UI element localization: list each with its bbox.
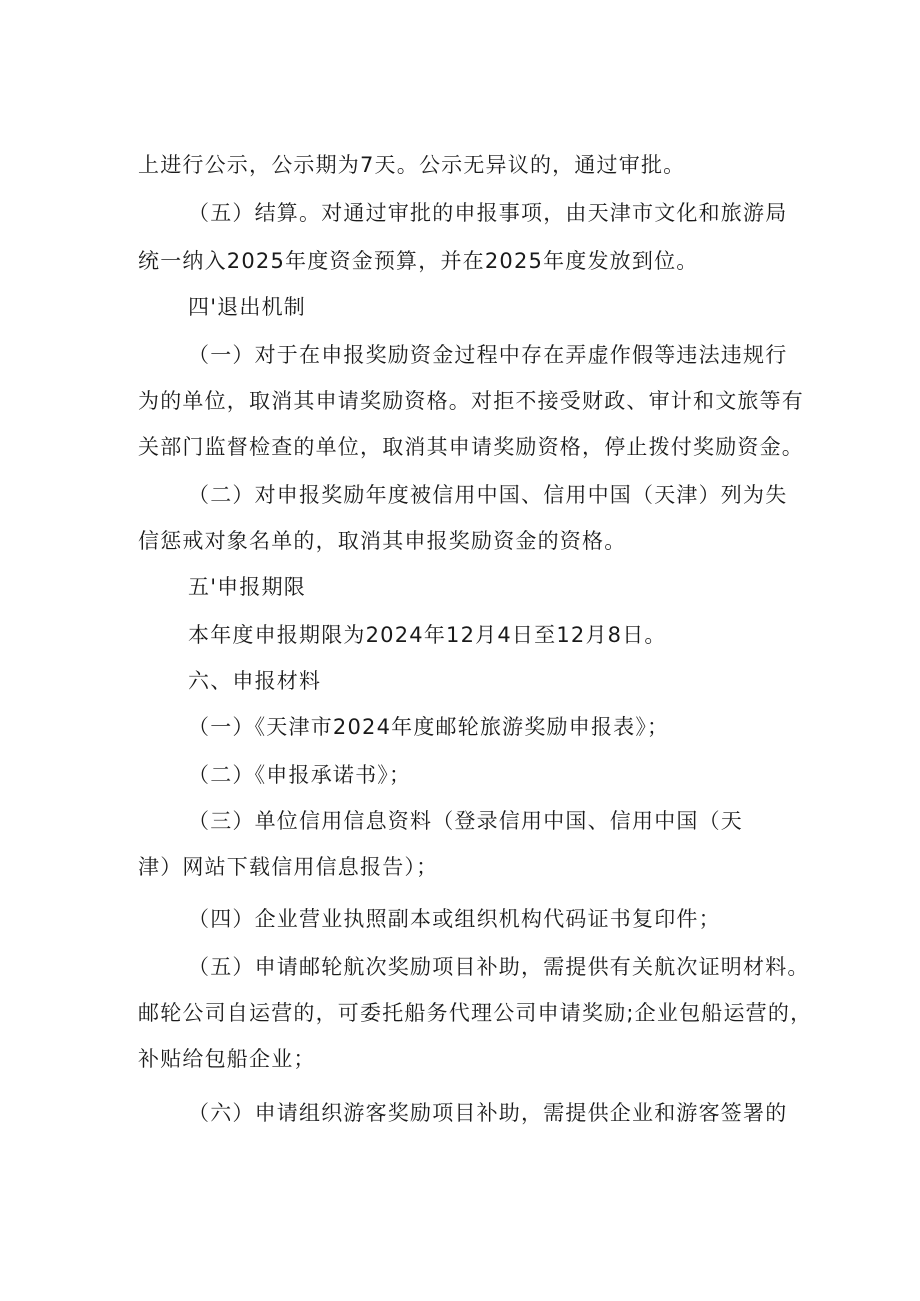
text-line: 信惩戒对象名单的，取消其申报奖励资金的资格。: [138, 529, 627, 553]
text-line: （五）结算。对通过审批的申报事项，由天津市文化和旅游局: [188, 201, 788, 225]
list-item: （二）《申报承诺书》；: [188, 763, 412, 787]
list-item: （三）单位信用信息资料（登录信用中国、信用中国（天: [188, 809, 743, 833]
list-item: （六）申请组织游客奖励项目补助，需提供企业和游客签署的: [188, 1101, 788, 1125]
text-line: 本年度申报期限为2024年12月4日至12月8日。: [188, 623, 667, 647]
text-line: 关部门监督检查的单位，取消其申请奖励资格，停止拨付奖励资金。: [138, 435, 804, 459]
list-item: （五）申请邮轮航次奖励项目补助，需提供有关航次证明材料。: [188, 955, 810, 979]
text-line: （二）对申报奖励年度被信用中国、信用中国（天津）列为失: [188, 483, 788, 507]
text-line: 补贴给包船企业；: [138, 1047, 316, 1071]
section-heading: 六、申报材料: [188, 669, 322, 693]
text-line: （一）对于在申报奖励资金过程中存在弄虚作假等违法违规行: [188, 343, 788, 367]
list-item: （一）《天津市2024年度邮轮旅游奖励申报表》；: [188, 715, 670, 739]
section-heading: 五'申报期限: [188, 575, 306, 599]
text-line: 上进行公示，公示期为7天。公示无异议的，通过审批。: [138, 153, 686, 177]
text-line: 统一纳入2025年度资金预算，并在2025年度发放到位。: [138, 249, 699, 273]
section-heading: 四'退出机制: [188, 295, 306, 319]
list-item: （四）企业营业执照副本或组织机构代码证书复印件；: [188, 907, 721, 931]
text-line: 为的单位，取消其申请奖励资格。对拒不接受财政、审计和文旅等有: [138, 389, 804, 413]
text-line: 邮轮公司自运营的，可委托船务代理公司申请奖励;企业包船运营的，: [138, 1001, 813, 1025]
text-line: 津）网站下载信用信息报告）；: [138, 855, 439, 879]
